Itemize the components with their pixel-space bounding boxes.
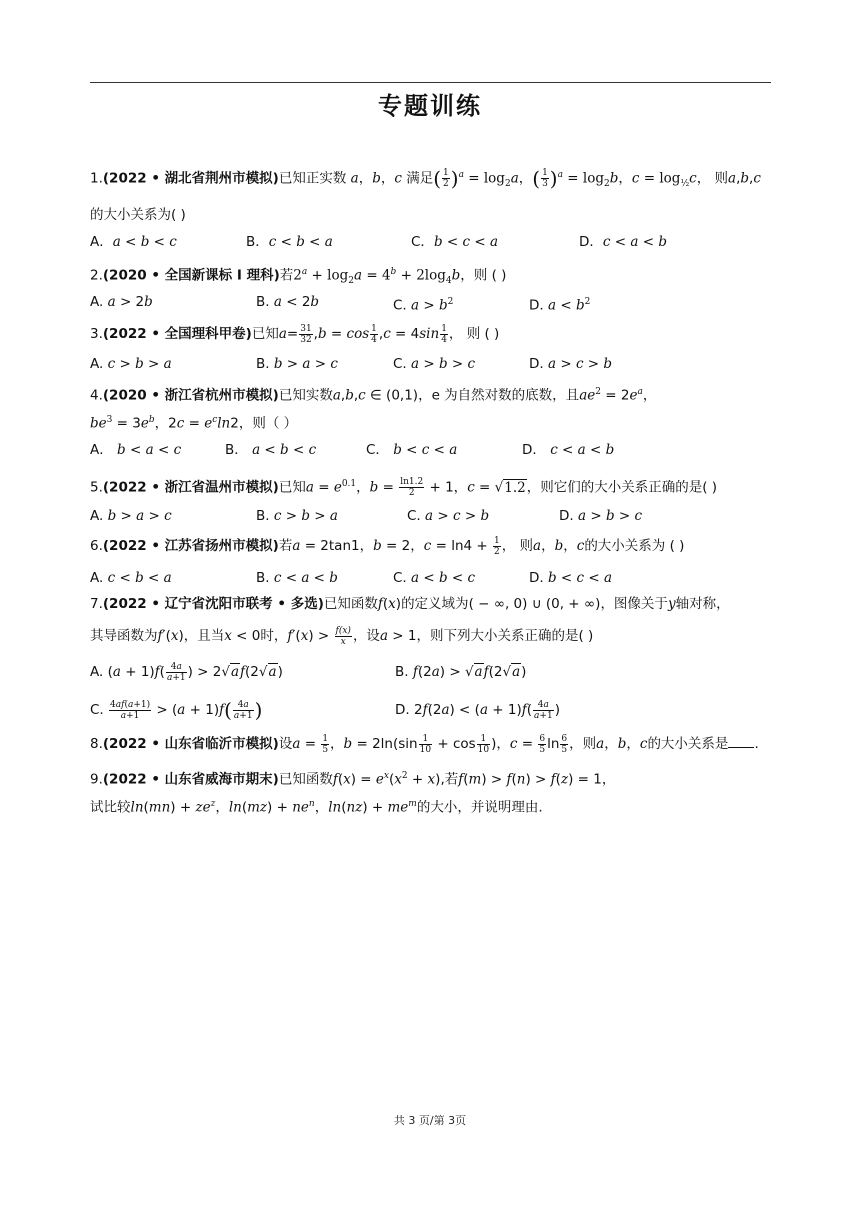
question-number: 1. xyxy=(90,170,103,187)
q3-options: A. c > b > a B. b > a > c C. a > b > c D. a > c > b xyxy=(90,356,613,372)
question-6: 6.(2022 • 江苏省扬州市模拟)若a = 2tan1，b = 2，c = ln4 + $\frac{1}{2}$ ， 则a，b，c的大小关系为 ( ) xyxy=(90,535,685,557)
q2-options: A. a > 2b B. a < 2b C. $a > b^2$ D. $a < b^2$ xyxy=(90,294,591,314)
header-rule xyxy=(90,82,771,83)
question-5: 5.(2022 • 浙江省温州市模拟)已知$a = e^{0.1}$，b = $\frac{\ln 1.2}{2}$ + 1，c = √1.2，则它们的大小关系正确的是( ) xyxy=(90,477,718,498)
question-2: 2.(2020 • 全国新课标 Ⅰ 理科)若$2^a + \log_2a = 4^b + 2\log_4b$，则 ( ) xyxy=(90,267,507,287)
q4-options: A． b < a < c B． a < b < c C． b < c < a D． c < a < b xyxy=(90,442,615,458)
q7-options-ab: A. (a + 1)f( $\frac{4a}{a+1}$ ) > 2√af(2√a) B. f(2a) > √af(2√a) xyxy=(90,661,527,683)
question-8: 8.(2022 • 山东省临沂市模拟)设a = $\frac{1}{5}$ ，b = 2ln(sin $\frac{1}{10}$ + cos $\frac{1}{10}$ )，c = $\frac{6}{5}$ ln $\frac{6}{5}$ ，则a，b，c的大小关系是 . xyxy=(90,733,759,755)
question-source: (2022 • 湖北省荆州市模拟) xyxy=(102,170,279,187)
page-title: 专题训练 xyxy=(378,92,482,120)
q6-options: A. c < b < a B. c < a < b C. a < b < c D. b < c < a xyxy=(90,570,613,586)
question-9: 9.(2022 • 山东省威海市期末)已知函数$f(x) = e^x(x^2 + x)$,若f(m) > f(n) > f(z) = 1， xyxy=(90,771,616,788)
question-4: 4.(2020 • 浙江省杭州市模拟)已知实数a,b,c ∈ (0,1)，e 为自然对数的底数，且$ae^2 = 2e^a$， xyxy=(90,387,657,404)
q1-options: A．a < b < c B．c < b < a C．b < c < a D．c < a < b xyxy=(90,234,667,250)
question-1: 1.(2022 • 湖北省荆州市模拟)已知正实数 a，b，c 满足( $\frac{1}{2}$ )$^a = \log_2a$，( $\frac{1}{3}$ )$^a = \log_2b$，$c = \log_{\frac{1}{2}}c$， 则a,b,c 的大小关系为( ) xyxy=(90,166,761,224)
question-9-line2: 试比较$\ln(mn) + ze^z$，$\ln(mz) + ne^n$，$\ln(nz) + me^m$的大小，并说明理由. xyxy=(90,799,543,816)
q7-options-cd: C. $\frac{4af(a+1)}{a+1}$ > (a + 1)f( $\frac{4a}{a+1}$ ) D. 2f(2a) < (a + 1)f( $\frac{4a}{a+1}$ ) xyxy=(90,698,560,722)
question-3: 3.(2022 • 全国理科甲卷)已知a= $\frac{31}{32}$ ,b = cos $\frac{1}{4}$ ,c = 4sin $\frac{1}{4}$ ， 则 ( ) xyxy=(90,323,500,345)
q5-options: A. b > a > c B. c > b > a C. a > c > b D. a > b > c xyxy=(90,508,643,524)
page-footer: 共 3 页/第 3页 xyxy=(393,1114,467,1127)
answer-blank[interactable] xyxy=(728,735,754,748)
question-7: 7.(2022 • 辽宁省沈阳市联考 • 多选)已知函数f(x)的定义域为( − ∞, 0) ∪ (0, + ∞)，图像关于y轴对称， xyxy=(90,596,730,612)
question-7-line2: 其导函数为f′(x)，且当x < 0时，f′(x) > $\frac{f(x)}{x}$ ，设a > 1，则下列大小关系正确的是( ) xyxy=(90,625,594,647)
question-4-line2: $be^3 = 3e^b$，$2c = e^c\ln 2$，则（ ） xyxy=(90,415,298,432)
